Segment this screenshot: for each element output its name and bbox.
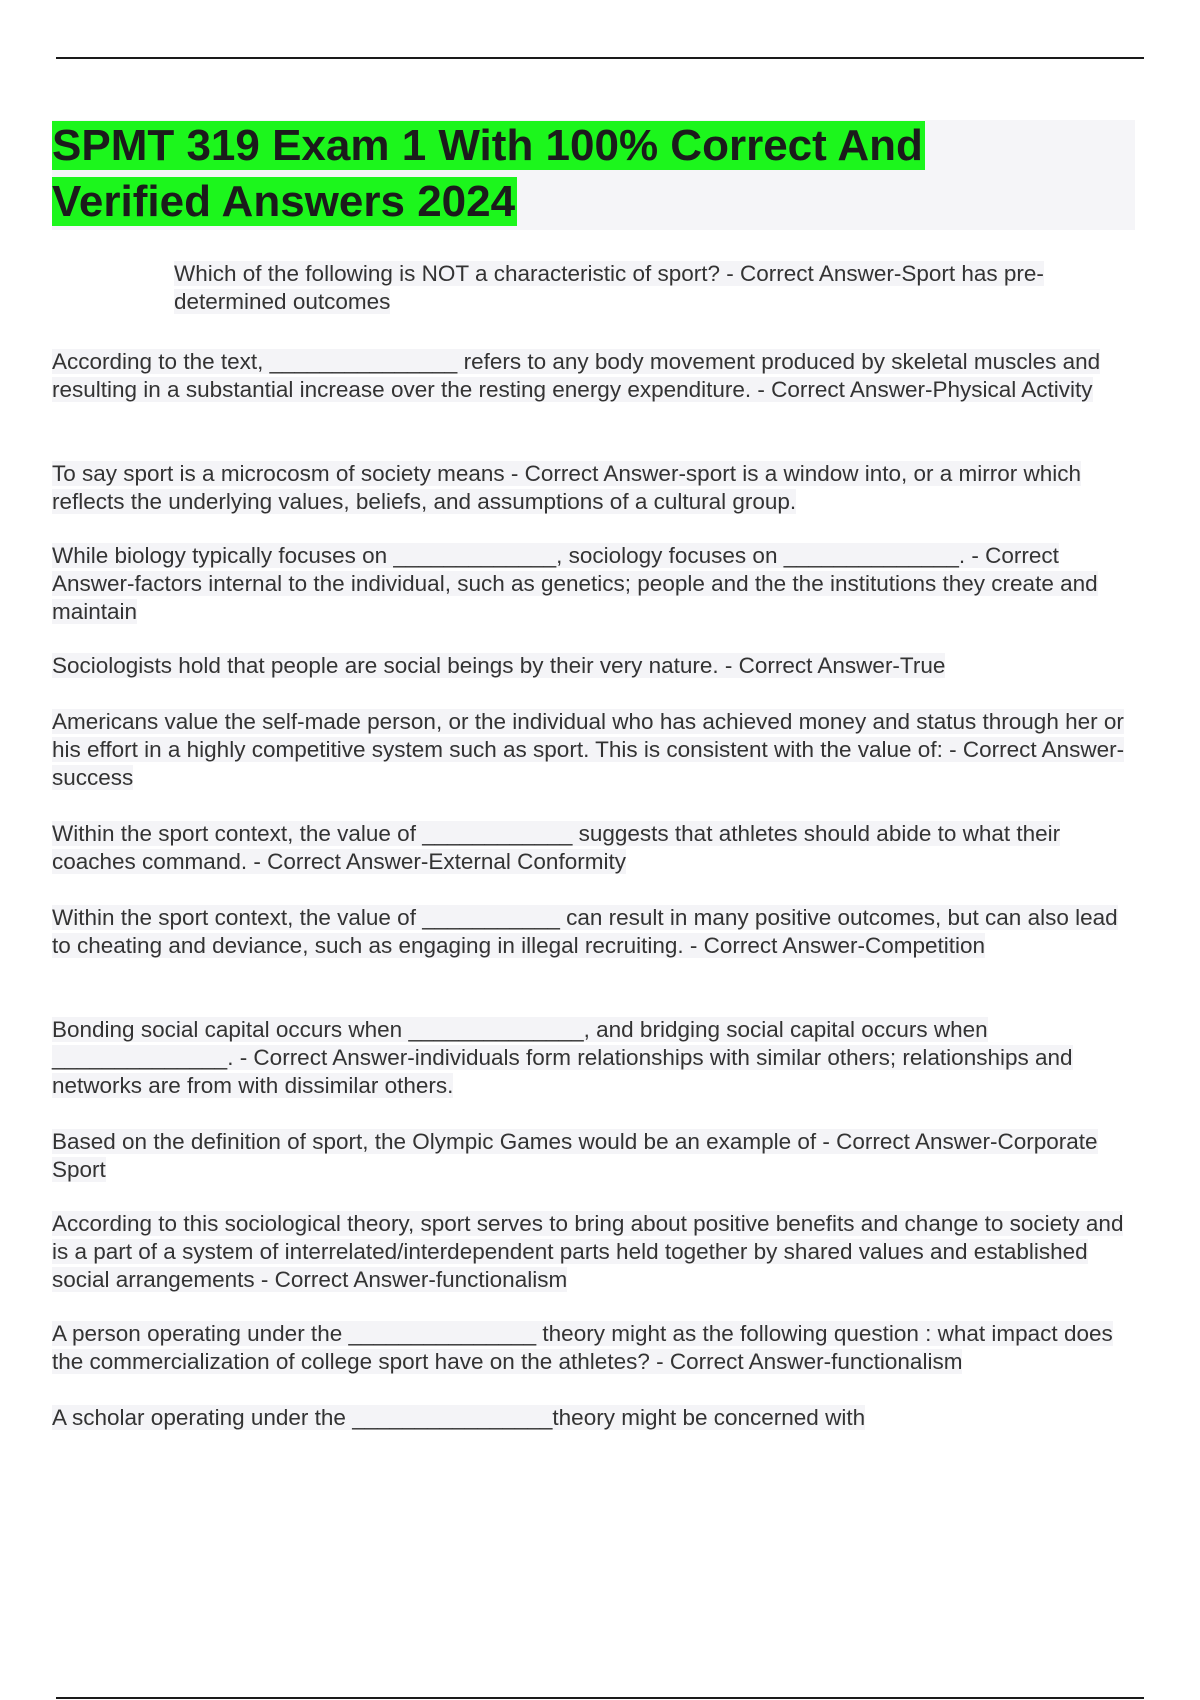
qa-item-6: Americans value the self-made person, or the individual who has achieved money and status through her or his effort in a highly competitive system such as sport. This is consistent with the value of: - Correct Answer-success bbox=[52, 709, 1125, 790]
qa-item-2: According to the text, _______________ refers to any body movement produced by skeletal muscles and resulting in a substantial increase over the resting energy expenditure. - Correct Answer-Physical Activity bbox=[52, 349, 1101, 402]
qa-item-5: Sociologists hold that people are social beings by their very nature. - Correct Answer-True bbox=[52, 653, 946, 678]
qa-item-10: Based on the definition of sport, the Olympic Games would be an example of - Correct Answer-Corporate Sport bbox=[52, 1129, 1098, 1182]
qa-item-13: A scholar operating under the ________________theory might be concerned with bbox=[52, 1405, 866, 1430]
top-rule bbox=[56, 57, 1144, 59]
document-title bbox=[52, 118, 1052, 230]
qa-item-11: According to this sociological theory, sport serves to bring about positive benefits and change to society and is a part of a system of interrelated/interdependent parts held together by shared values and established social arrangements - Correct Answer-functionalism bbox=[52, 1211, 1124, 1292]
qa-item-8: Within the sport context, the value of ___________ can result in many positive outcomes, but can also lead to cheating and deviance, such as engaging in illegal recruiting. - Correct Answer-Competition bbox=[52, 905, 1118, 958]
document-title-text: SPMT 319 Exam 1 With 100% Correct And Verified Answers 2024 bbox=[52, 121, 923, 226]
qa-item-1: Which of the following is NOT a characteristic of sport? - Correct Answer-Sport has pre-determined outcomes bbox=[174, 261, 1044, 314]
qa-item-9: Bonding social capital occurs when ______________, and bridging social capital occurs when ______________. - Correct Answer-individuals form relationships with similar others; relationships and networks are from with dissimilar others. bbox=[52, 1017, 1073, 1098]
qa-item-12: A person operating under the _______________ theory might as the following question : what impact does the commercialization of college sport have on the athletes? - Correct Answer-functionalism bbox=[52, 1321, 1113, 1374]
qa-item-7: Within the sport context, the value of ____________ suggests that athletes should abide to what their coaches command. - Correct Answer-External Conformity bbox=[52, 821, 1061, 874]
bottom-rule bbox=[56, 1697, 1144, 1699]
qa-item-3: To say sport is a microcosm of society means - Correct Answer-sport is a window into, or a mirror which reflects the underlying values, beliefs, and assumptions of a cultural group. bbox=[52, 461, 1082, 514]
qa-item-4: While biology typically focuses on _____________, sociology focuses on ______________. - Correct Answer-factors internal to the individual, such as genetics; people and the the institutions they create and maintain bbox=[52, 543, 1098, 624]
